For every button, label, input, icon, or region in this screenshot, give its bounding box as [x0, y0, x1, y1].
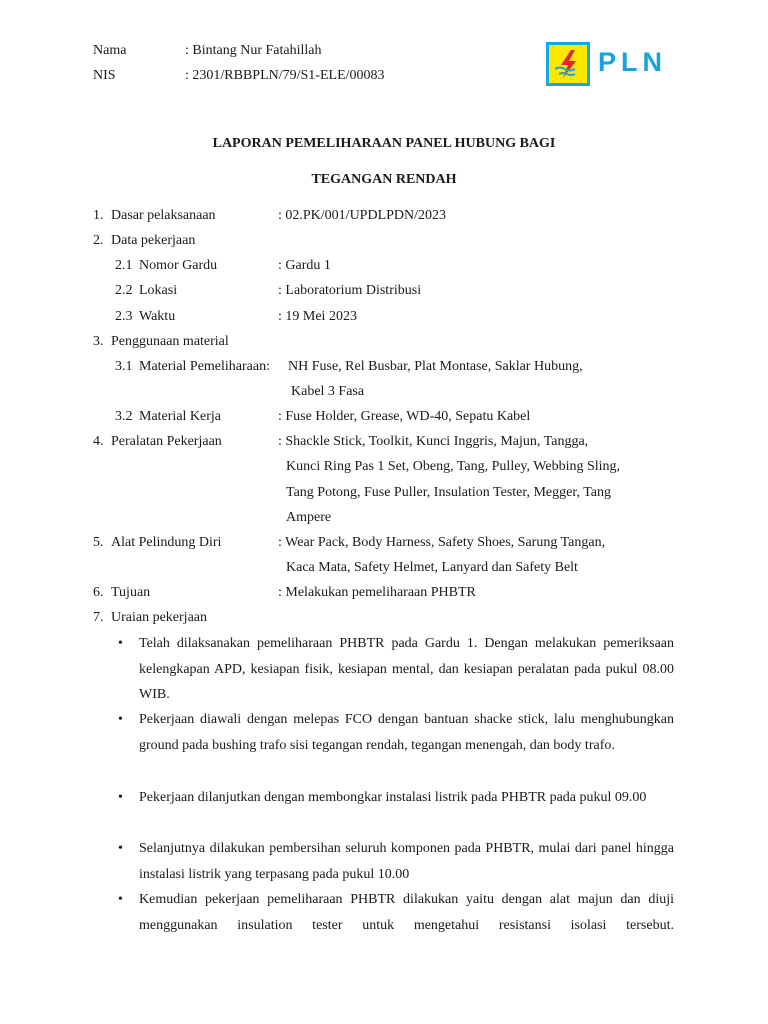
item-number: 1. [93, 208, 104, 223]
bullet-paragraph: Kemudian pekerjaan pemeliharaan PHBTR dilakukan yaitu dengan alat majun dan diuji menggunakan insulation tester untuk mengetahui resistansi isolasi tersebut. [139, 892, 674, 933]
bullet-paragraph: Pekerjaan diawali dengan melepas FCO dengan bantuan shacke stick, lalu menghubungkan ground pada bushing trafo sisi tegangan rendah, tegangan menengah, dan body trafo. [139, 712, 674, 753]
subitem-label: Lokasi [139, 283, 178, 298]
name-label: Nama [93, 43, 127, 58]
nis-value: : 2301/RBBPLN/79/S1-ELE/00083 [185, 68, 385, 83]
item-number: 6. [93, 585, 104, 600]
item-value-continued: Tang Potong, Fuse Puller, Insulation Tester, Megger, Tang [286, 485, 611, 500]
subitem-value: : 19 Mei 2023 [278, 309, 357, 324]
subitem-label: Nomor Gardu [139, 258, 218, 273]
item-value: : Melakukan pemeliharaan PHBTR [278, 585, 476, 600]
subitem-value: NH Fuse, Rel Busbar, Plat Montase, Saklar Hubung, [288, 359, 583, 374]
subitem-number: 2.3 [115, 309, 133, 324]
item-value-continued: Ampere [286, 510, 332, 525]
item-label: Dasar pelaksanaan [111, 208, 216, 223]
item-value: : Wear Pack, Body Harness, Safety Shoes, Sarung Tangan, [278, 535, 606, 550]
item-value-continued: Kunci Ring Pas 1 Set, Obeng, Tang, Pulley, Webbing Sling, [286, 459, 621, 474]
subitem-value: : Fuse Holder, Grease, WD-40, Sepatu Kabel [278, 409, 531, 424]
subitem-number: 2.2 [115, 283, 133, 298]
bullet-paragraph: Telah dilaksanakan pemeliharaan PHBTR pada Gardu 1. Dengan melakukan pemeriksaan kelengkapan APD, kesiapan fisik, kesiapan mental, dan kesiapan peralatan pada pukul 08.00 WIB. [139, 636, 674, 702]
item-value-continued: Kaca Mata, Safety Helmet, Lanyard dan Safety Belt [286, 560, 578, 575]
pln-logo-icon [546, 42, 590, 86]
item-label: Peralatan Pekerjaan [111, 434, 222, 449]
item-label: Alat Pelindung Diri [111, 535, 222, 550]
item-label: Tujuan [111, 585, 151, 600]
report-title-line2: TEGANGAN RENDAH [311, 172, 457, 187]
bullet-paragraph: Selanjutnya dilakukan pembersihan seluruh komponen pada PHBTR, mulai dari panel hingga instalasi listrik yang terpasang pada pukul 10.00 [139, 841, 674, 882]
bullet-icon: • [118, 712, 123, 727]
subitem-label: Waktu [139, 309, 176, 324]
nis-label: NIS [93, 68, 116, 83]
report-title-line1: LAPORAN PEMELIHARAAN PANEL HUBUNG BAGI [212, 136, 556, 151]
item-value: : Shackle Stick, Toolkit, Kunci Inggris, Majun, Tangga, [278, 434, 589, 449]
pln-logo-text: PLN [598, 47, 667, 77]
subitem-number: 3.1 [115, 359, 133, 374]
item-label: Penggunaan material [111, 334, 229, 349]
subitem-label: Material Kerja [139, 409, 222, 424]
subitem-value: : Laboratorium Distribusi [278, 283, 422, 298]
name-value: : Bintang Nur Fatahillah [185, 43, 322, 58]
item-number: 2. [93, 233, 104, 248]
subitem-value-continued: Kabel 3 Fasa [291, 384, 365, 399]
item-number: 3. [93, 334, 104, 349]
subitem-label: Material Pemeliharaan: [139, 359, 270, 374]
item-number: 7. [93, 610, 104, 625]
bullet-icon: • [118, 892, 123, 907]
bullet-icon: • [118, 841, 123, 856]
subitem-value: : Gardu 1 [278, 258, 331, 273]
item-number: 4. [93, 434, 104, 449]
subitem-number: 3.2 [115, 409, 133, 424]
item-label: Uraian pekerjaan [111, 610, 207, 625]
subitem-number: 2.1 [115, 258, 133, 273]
bullet-icon: • [118, 790, 123, 805]
item-label: Data pekerjaan [111, 233, 196, 248]
pln-lightning-icon [549, 45, 587, 83]
item-number: 5. [93, 535, 104, 550]
bullet-paragraph: Pekerjaan dilanjutkan dengan membongkar instalasi listrik pada PHBTR pada pukul 09.00 [139, 790, 647, 805]
bullet-icon: • [118, 636, 123, 651]
item-value: : 02.PK/001/UPDLPDN/2023 [278, 208, 447, 223]
